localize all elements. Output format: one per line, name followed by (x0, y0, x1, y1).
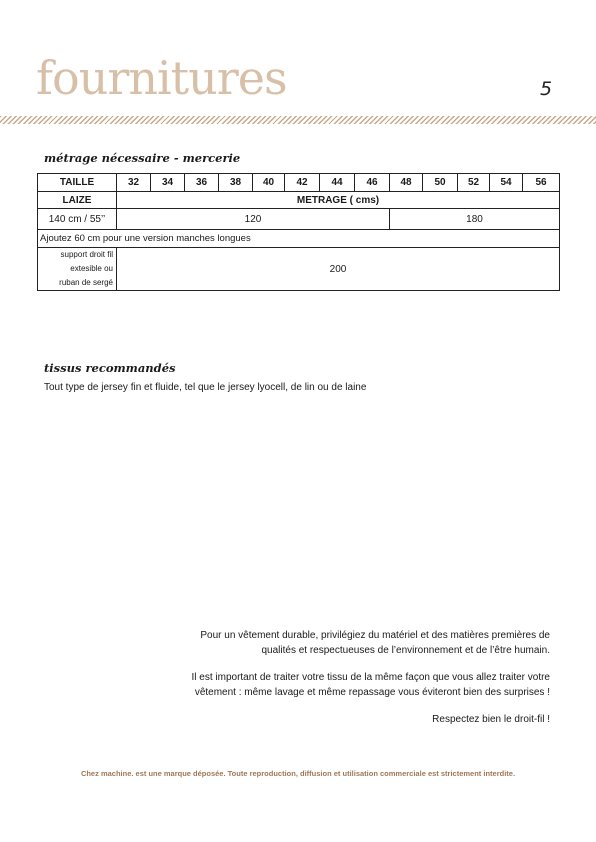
laize-row (38, 192, 560, 209)
advice-line: Pour un vêtement durable, privilégiez du matériel et des matières premières de (200, 630, 550, 641)
size-cell: 34 (151, 174, 185, 192)
size-label: TAILLE (38, 174, 117, 192)
advice-block (70, 629, 550, 741)
page-number: 5 (540, 78, 553, 100)
advice-paragraph (70, 713, 550, 728)
size-cell: 48 (390, 174, 423, 192)
long-sleeves-note: Ajoutez 60 cm pour une version manches longues (38, 230, 560, 248)
metrage-value-small: 120 (117, 209, 390, 230)
fabrics-text: Tout type de jersey fin et fluide, tel que le jersey lyocell, de lin ou de laine (44, 382, 367, 393)
support-label-line: ruban de sergé (59, 278, 113, 287)
size-cell: 42 (285, 174, 320, 192)
size-cell: 46 (355, 174, 390, 192)
size-cell: 32 (117, 174, 151, 192)
note-row (38, 230, 560, 248)
advice-paragraph (70, 629, 550, 658)
yardage-table (37, 173, 560, 291)
size-row (38, 174, 560, 192)
width-label: 140 cm / 55’’ (38, 209, 117, 230)
support-label (38, 248, 117, 291)
laize-label: LAIZE (38, 192, 117, 209)
advice-line: Respectez bien le droit-fil ! (432, 714, 550, 725)
support-label-line: extesible ou (70, 264, 113, 273)
size-cell: 36 (185, 174, 219, 192)
copyright-footer: Chez machine. est une marque déposée. Toute reproduction, diffusion et utilisation commerciale est strictement interdite. (80, 769, 516, 778)
metrage-label: METRAGE ( cms) (117, 192, 560, 209)
metrage-value-large: 180 (390, 209, 560, 230)
size-cell: 40 (253, 174, 285, 192)
advice-line: Il est important de traiter votre tissu de la même façon que vous allez traiter votre (191, 672, 550, 683)
size-cell: 38 (219, 174, 253, 192)
advice-line: qualités et respectueuses de l’environnement et de l’être humain. (261, 644, 550, 656)
fabrics-heading: tissus recommandés (44, 361, 176, 375)
support-row (38, 248, 560, 291)
yardage-heading: métrage nécessaire - mercerie (44, 151, 241, 165)
advice-paragraph (70, 671, 550, 700)
size-cell: 56 (523, 174, 560, 192)
page-title: fournitures (36, 51, 287, 105)
support-value: 200 (117, 248, 560, 291)
size-cell: 44 (320, 174, 355, 192)
size-cell: 52 (458, 174, 490, 192)
width-row (38, 209, 560, 230)
advice-line: vêtement : même lavage et même repassage vous éviteront bien des surprises ! (194, 686, 550, 698)
support-label-line: support droit fil (60, 250, 113, 259)
size-cell: 50 (423, 174, 458, 192)
hatched-divider (0, 116, 596, 124)
size-cell: 54 (490, 174, 523, 192)
